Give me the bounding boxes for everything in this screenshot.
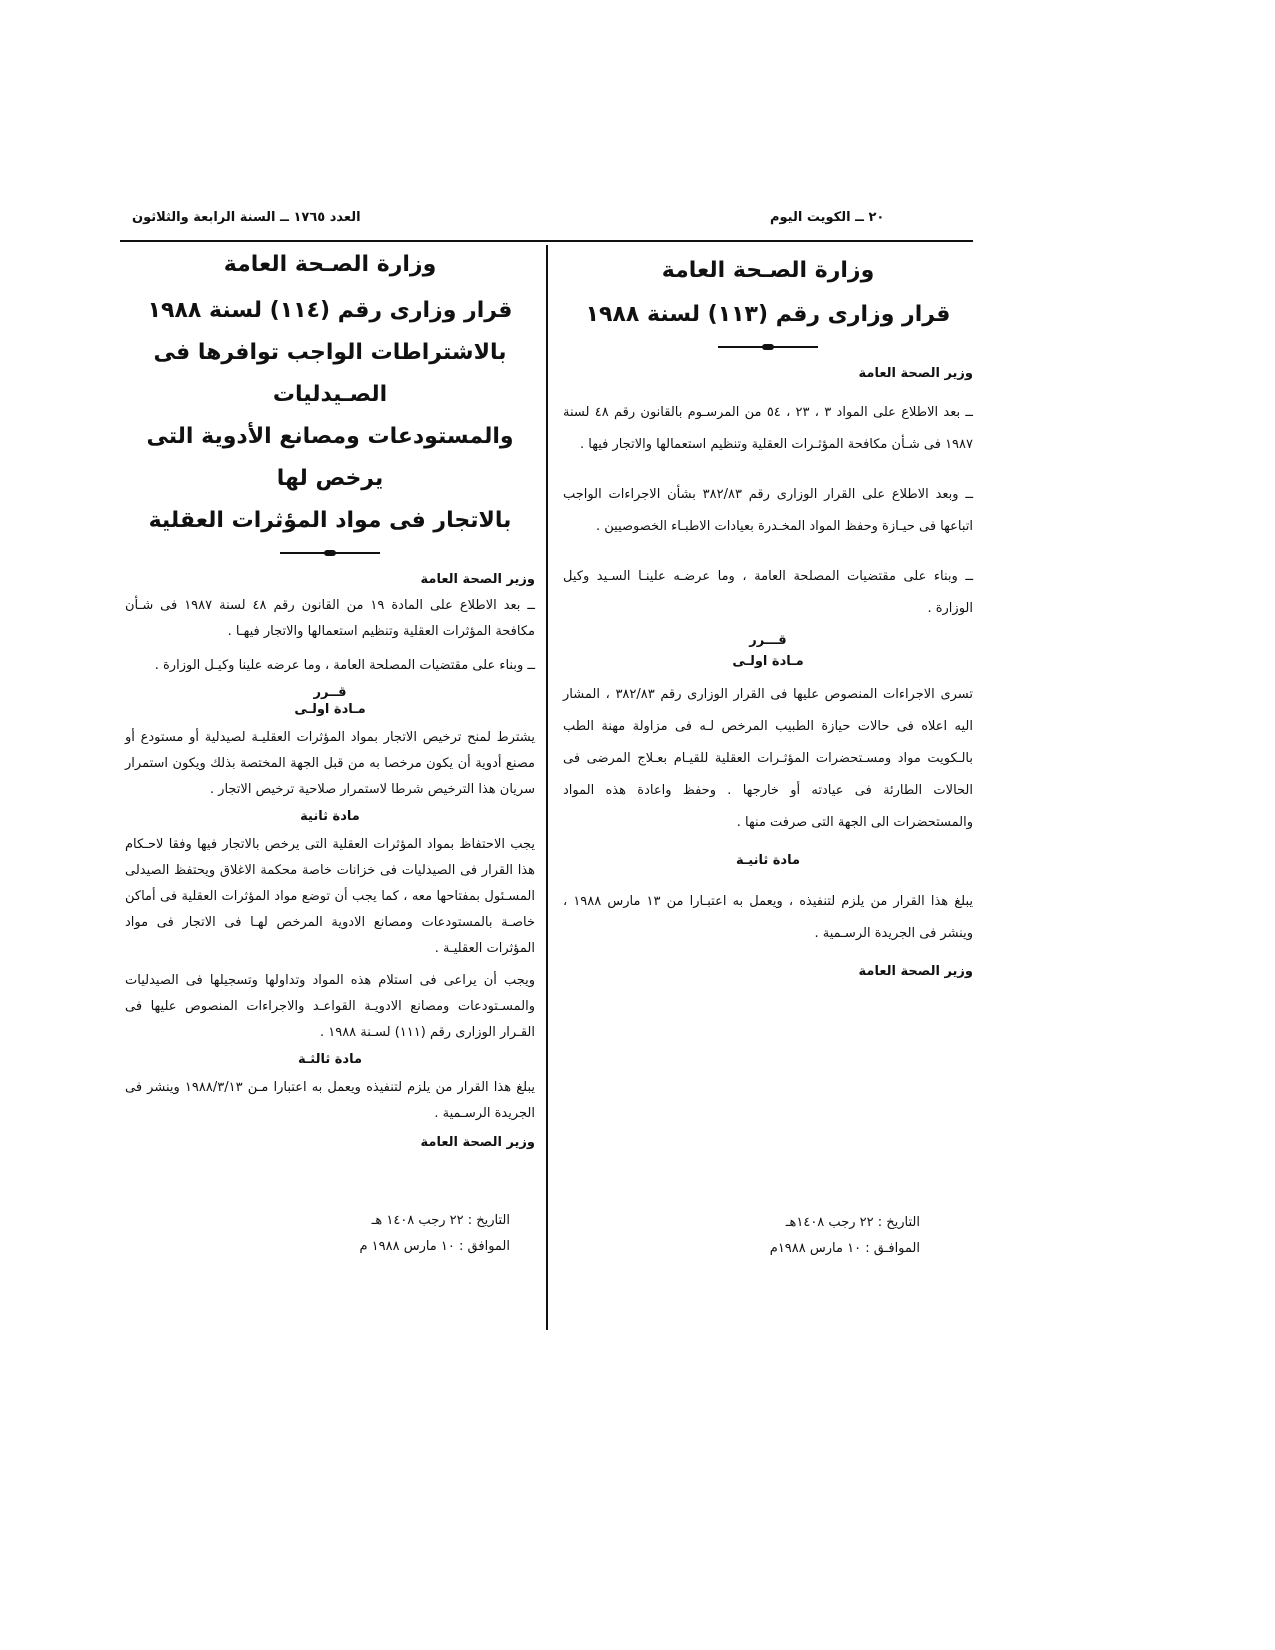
title-separator (280, 552, 380, 554)
article-3-text: يبلغ هذا القرار من يلزم لتنفيذه ويعمل به اعتبارا مـن ١٩٨٨/٣/١٣ وينشر فى الجريدة الرسـمية . (125, 1080, 535, 1121)
decree-113-dates (700, 1210, 920, 1262)
header-rule (120, 240, 973, 242)
date-hijri: التاريخ : ٢٢ رجب ١٤٠٨هـ (785, 1215, 920, 1230)
article-2-text: يجب الاحتفاظ بمواد المؤثرات العقلية التى يرخص بالاتجار فيها وفقا لاحـكام هذا القرار فى الصيدليات فى خزانات خاصة محكمة الاغلاق ويحتفظ الصيدلى المسـئول بمفتاحها معه ، كما يجب أن توضع مواد المؤثرات العقلية فى أماكن خاصـة بالمستودعات ومصانع الادوية المرخص لهـا فى الاتجار فى مواد المؤثرات العقليـة . (125, 837, 535, 956)
decides-heading: قــرر (313, 685, 347, 700)
article-2-heading: مادة ثانيـة (735, 853, 801, 868)
minister-intro: وزير الصحة العامة (858, 366, 973, 381)
decree-114-column (125, 248, 535, 1164)
preamble-paragraph: ــ بعد الاطلاع على المواد ٣ ، ٢٣ ، ٥٤ من المرسـوم بالقانون رقم ٤٨ لسنة ١٩٨٧ فى شـأن مكافحة المؤثـرات العقلية وتنظيم استعمالها والاتجار فيها . (563, 405, 973, 452)
ministry-heading: وزارة الصـحة العامة (223, 252, 437, 277)
decree-title: قرار وزارى رقم (١١٤) لسنة ١٩٨٨ (147, 298, 513, 323)
preamble-paragraph: ــ وبناء على مقتضيات المصلحة العامة ، وما عرضـه علينـا السـيد وكيل الوزارة . (563, 569, 973, 616)
decree-subject-line: بالاتجار فى مواد المؤثرات العقلية (148, 508, 512, 533)
date-hijri: التاريخ : ٢٢ رجب ١٤٠٨ هـ (371, 1213, 510, 1228)
decree-title: قرار وزارى رقم (١١٣) لسنة ١٩٨٨ (585, 302, 951, 327)
article-2-text: يبلغ هذا القرار من يلزم لتنفيذه ، ويعمل به اعتبـارا من ١٣ مارس ١٩٨٨ ، وينشر فى الجريدة الرسـمية . (563, 894, 973, 941)
article-1-text: تسرى الاجراءات المنصوص عليها فى القرار الوزارى رقم ٣٨٢/٨٣ ، المشار اليه اعلاه فى حالات حيازة الطبيب المرخص لـه فى مزاولة مهنة الطب بالـكويت مواد ومسـتحضرات المؤثـرات العقلية للقيـام بعـلاج المرضى فى الحالات الطارئة فى عيادته أو خارجها . وحفظ واعادة هذه المواد والمستحضرات الى الجهة التى صرفت منها . (563, 687, 974, 830)
preamble-paragraph: ــ وبناء على مقتضيات المصلحة العامة ، وما عرضه علينا وكيـل الوزارة . (154, 658, 535, 673)
decree-114-dates (300, 1208, 510, 1260)
column-divider (546, 245, 548, 1330)
minister-intro: وزير الصحة العامة (420, 572, 535, 587)
title-separator (718, 346, 818, 348)
article-1-text: يشترط لمنح ترخيص الاتجار بمواد المؤثرات العقليـة لصيدلية أو مستودع أو مصنع أدوية أن يكون مرخصا به من قبل الجهة المختصة بذلك ويكون استمرار سريان هذا الترخيص شرطا لاستمرار صلاحية ترخيص الاتجار . (125, 730, 535, 797)
date-gregorian: الموافق : ١٠ مارس ١٩٨٨ م (359, 1239, 510, 1254)
minister-signature: وزير الصحة العامة (420, 1135, 535, 1150)
article-2-heading: مادة ثانية (300, 809, 360, 824)
minister-signature: وزير الصحة العامة (858, 964, 973, 979)
decree-113-column (563, 254, 973, 993)
article-2-text-continued: ويجب أن يراعى فى استلام هذه المواد وتداولها وتسجيلها فى الصيدليات والمسـتودعات ومصانع الادويـة القواعـد والاجراءات المنصوص عليها فى القـرار الوزارى رقم (١١١) لسـنة ١٩٨٨ . (125, 973, 535, 1040)
decides-heading: قـــرر (749, 633, 787, 648)
ministry-heading: وزارة الصـحة العامة (661, 258, 875, 283)
date-gregorian: الموافـق : ١٠ مارس ١٩٨٨م (769, 1241, 920, 1256)
decree-subject-line: بالاشتراطات الواجب توافرها فى الصـيدليات (153, 340, 507, 407)
decree-subject-line: والمستودعات ومصانع الأدوية التى يرخص لها (146, 424, 514, 491)
article-1-heading: مـادة اولـى (732, 654, 804, 669)
preamble-paragraph: ــ بعد الاطلاع على المادة ١٩ من القانون رقم ٤٨ لسنة ١٩٨٧ فى شـأن مكافحة المؤثرات العقلية وتنظيم استعمالها والاتجار فيهـا . (125, 598, 535, 639)
article-1-heading: مـادة اولـى (294, 702, 366, 717)
preamble-paragraph: ــ وبعد الاطلاع على القرار الوزارى رقم ٣٨٢/٨٣ بشأن الاجراءات الواجب اتباعها فى حيـازة وحفظ المواد المخـدرة بعيادات الاطبـاء الخصوصيين . (563, 487, 973, 534)
issue-number-header: العدد ١٧٦٥ ــ السنة الرابعة والثلاثون (132, 210, 361, 225)
article-3-heading: مادة ثالثـة (297, 1052, 363, 1067)
page-newspaper-header: ٢٠ ــ الكويت اليوم (770, 210, 885, 225)
